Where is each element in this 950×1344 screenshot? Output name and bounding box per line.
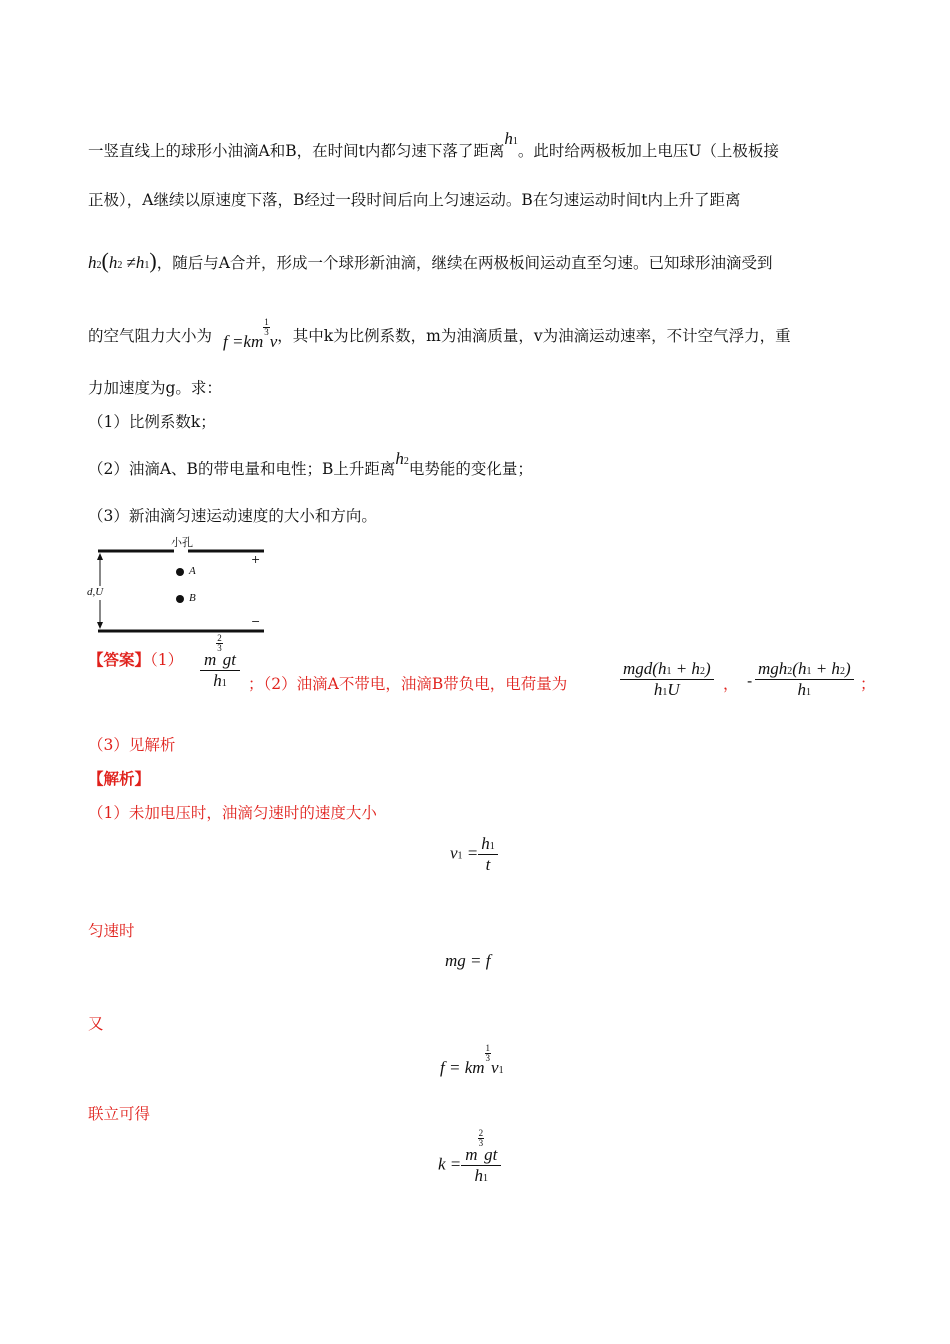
plus-sign: + <box>251 553 261 566</box>
drop-b <box>176 595 184 603</box>
answer-label: 【答案】 <box>88 650 151 669</box>
answer-negative: - <box>747 672 753 690</box>
equation-mg-f: mg = f <box>445 951 491 970</box>
answer-sep-3: ； <box>860 675 876 693</box>
equation-k: k = m $\frac{2}{3}$ gt h1 <box>438 1145 501 1186</box>
drop-b-label: B <box>189 592 196 604</box>
answer-charge-fraction: $\frac{\text{mgd(h1 + h2)}}{h1U}$ <box>620 659 714 700</box>
dimension-arrow-up <box>97 553 103 560</box>
h1-symbol: h1 <box>504 129 518 148</box>
side-label: d,U <box>87 586 104 598</box>
dimension-arrow-down <box>97 622 103 629</box>
problem-line-4: 的空气阻力大小为 f =km $\frac{1}{3}$ v，其中k为比例系数，m为油滴质量，v为油滴运动速率，不计空气浮力，重 <box>88 317 791 351</box>
question-3: （3）新油滴匀速运动速度的大小和方向。 <box>88 507 377 525</box>
analysis-step-1: （1）未加电压时，油滴匀速时的速度大小 <box>88 804 377 822</box>
question-1: （1）比例系数k； <box>88 413 216 431</box>
answer-part-2: ；（2）油滴A不带电，油滴B带负电，电荷量为 <box>248 675 568 693</box>
drag-formula: f =km $\frac{1}{3}$ v <box>222 317 278 351</box>
answer-sep-2: ， <box>723 675 739 693</box>
minus-sign: − <box>251 615 261 628</box>
problem-line-5: 力加速度为g。求： <box>88 379 222 397</box>
analysis-step-3: 又 <box>88 1015 104 1033</box>
drop-a-label: A <box>189 565 196 577</box>
equation-drag: f = km $\frac{1}{3}$ v1 <box>440 1043 504 1077</box>
equation-v1: v1 = $\frac{h1}{t}$ <box>450 834 498 875</box>
analysis-label: 【解析】 <box>88 769 151 788</box>
problem-line-1: 一竖直线上的球形小油滴A和B，在时间t内都匀速下落了距离h1。此时给两极板加上电压U（上极板接 <box>88 129 779 160</box>
analysis-step-2: 匀速时 <box>88 922 135 940</box>
h2-condition: h2(h2 ≠h1) <box>88 248 157 273</box>
answer-energy-fraction: $\frac{\text{mgh2(h1 + h2)}}{h1}$ <box>755 659 854 700</box>
answer-part-3: （3）见解析 <box>88 736 176 754</box>
question-2: （2）油滴A、B的带电量和电性；B上升距离h2电势能的变化量； <box>88 449 533 478</box>
hole-label: 小孔 <box>171 536 193 549</box>
answer-line: 【答案】（1） <box>88 650 184 669</box>
problem-line-3: h2(h2 ≠h1)，随后与A合并，形成一个球形新油滴，继续在两极板间运动直至匀速。已知球形油滴受到 <box>88 248 773 273</box>
answer-k-fraction: m $\frac{2}{3}$ gt h1 <box>200 650 240 691</box>
h2-symbol: h2 <box>395 449 409 468</box>
analysis-step-4: 联立可得 <box>88 1105 151 1123</box>
problem-line-2: 正极），A继续以原速度下落，B经过一段时间后向上匀速运动。B在匀速运动时间t内上升了距离 <box>88 191 741 209</box>
exponent-one-third: $\frac{1}{3}$ <box>264 317 269 337</box>
drop-a <box>176 568 184 576</box>
